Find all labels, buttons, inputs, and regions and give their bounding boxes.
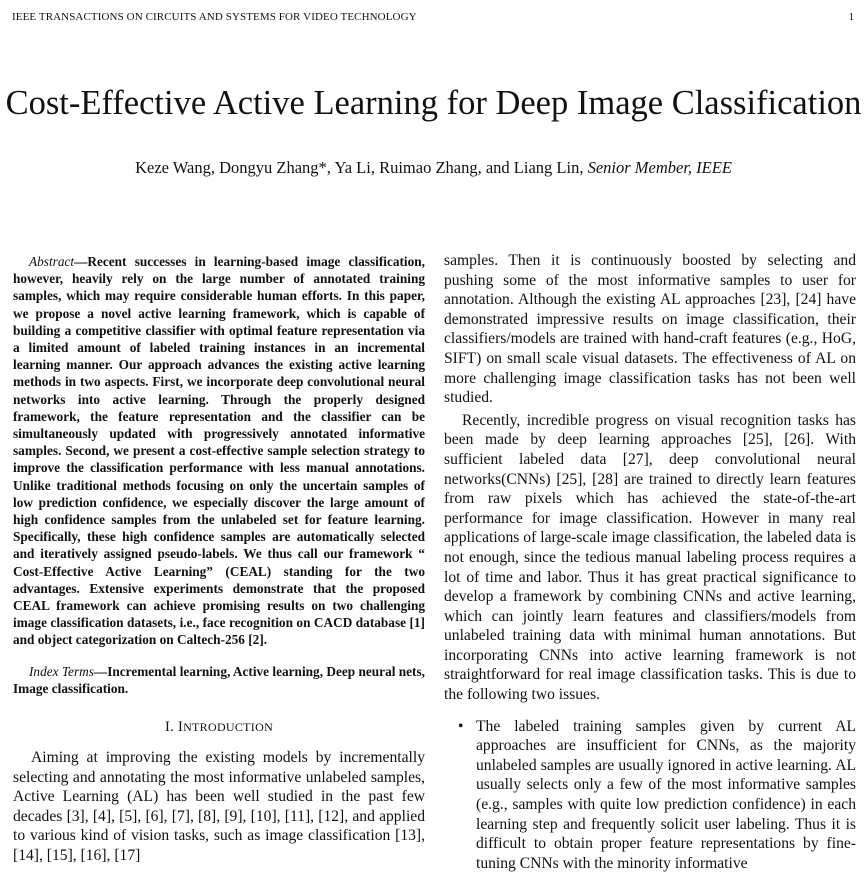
right-paragraph-2: Recently, incredible progress on visual recognition tasks has been made by deep learning approaches [25], [26]. With sufficient labeled data [27], deep convolutional neural networks(CNNs) [25], [28] are trained to directly learn features from raw pixels which has achieved the state-of-the-art performance for image classification. However in many real applications of large-scale image classification, the labeled data is not enough, since the tedious manual labeling process requires a lot of time and labor. Thus it has great practical significance to develop a framework by combining CNNs and active learning, which can jointly learn features and classifiers/models from unlabeled training data with minimal human annotations. But incorporating CNNs into active learning framework is not straightforward for real image classification tasks. This is due to the following two issues. bbox=[444, 411, 856, 704]
abstract bbox=[13, 253, 425, 649]
author-names: Keze Wang, Dongyu Zhang*, Ya Li, Ruimao Zhang, and Liang Lin, bbox=[135, 158, 584, 177]
page-number: 1 bbox=[848, 11, 854, 23]
author-membership: Senior Member, IEEE bbox=[587, 158, 732, 177]
abstract-label: Abstract bbox=[29, 254, 75, 269]
index-terms-text: —Incremental learning, Active learning, Deep neural nets, Image classification. bbox=[13, 663, 425, 696]
index-terms bbox=[13, 663, 425, 697]
right-paragraph-1: samples. Then it is continuously boosted by selecting and pushing some of the most informative samples to user for annotation. Although the existing AL approaches [23], [24] have demonstrated impressive results on image classification, their classifiers/models are trained with hand-craft features (e.g., HoG, SIFT) on small scale visual datasets. The effectiveness of AL on more challenging image classification tasks has not been well studied. bbox=[444, 252, 856, 407]
author-list bbox=[0, 158, 867, 178]
left-column bbox=[13, 253, 425, 866]
section-number: I. bbox=[164, 719, 174, 736]
bullet-icon: • bbox=[458, 717, 464, 735]
intro-paragraph: Aiming at improving the existing models by incrementally selecting and annotating the most informative unlabeled samples, Active Learning (AL) has been well studied in the past few decades [3], [4], [5], [6], [7], [8], [9], [10], [11], [12], and applied to various kind of vision tasks, such as image classification [13], [14], [15], [16], [17] bbox=[13, 749, 425, 865]
list-item bbox=[444, 717, 856, 873]
abstract-text: —Recent successes in learning-based image classification, however, heavily rely on the large number of annotated training samples, which may require considerable human efforts. In this paper, we propose a novel active learning framework, which is capable of building a competitive classifier with optimal feature representation via a limited amount of labeled training instances in an incremental learning manner. Our approach advances the existing active learning methods in two aspects. First, we incorporate deep convolutional neural networks into active learning. Through the properly designed framework, the feature representation and the classifier can be simultaneously updated with progressively annotated informative samples. Second, we present a cost-effective sample selection strategy to improve the classification performance with less manual annotations. Unlike traditional methods focusing on only the uncertain samples of low prediction confidence, we especially discover the large amount of high confidence samples from the unlabeled set for feature learning. Specifically, these high confidence samples are automatically selected and iteratively assigned pseudo-labels. We thus call our framework “ Cost-Effective Active Learning” (CEAL) standing for the two advantages. Extensive experiments demonstrate that the proposed CEAL framework can achieve promising results on two challenging image classification datasets, i.e., face recognition on CACD database [1] and object categorization on Caltech-256 [2]. bbox=[13, 254, 425, 648]
section-first-letter: I bbox=[177, 719, 184, 736]
issues-list bbox=[444, 717, 856, 873]
running-head: IEEE TRANSACTIONS ON CIRCUITS AND SYSTEMS FOR VIDEO TECHNOLOGY bbox=[12, 11, 417, 23]
paper-title: Cost-Effective Active Learning for Deep Image Classification bbox=[5, 84, 862, 123]
index-terms-label: Index Terms bbox=[29, 663, 94, 679]
right-column bbox=[444, 251, 856, 873]
section-heading-introduction bbox=[13, 719, 425, 736]
list-item-text: The labeled training samples given by current AL approaches are insufficient for CNNs, as the majority unlabeled samples are usually ignored in active learning. AL usually selects only a few of the most informative samples (e.g., samples with quite low prediction confidence) in each learning step and frequently solicit user labeling. Thus it is difficult to obtain proper feature representations by fine-tuning CNNs with the minority informative bbox=[476, 717, 856, 872]
section-title-rest: NTRODUCTION bbox=[183, 720, 274, 735]
